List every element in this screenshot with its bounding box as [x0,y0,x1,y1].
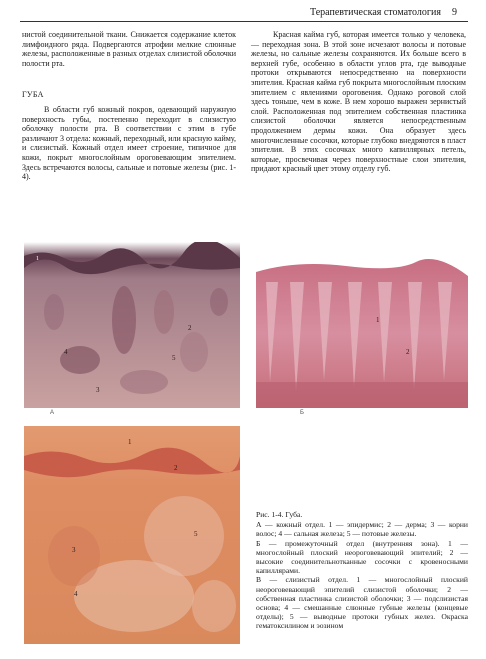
right-column [251,30,466,174]
marker-4: 4 [64,348,68,356]
marker-2: 2 [406,348,410,356]
caption-part-a: А — кожный отдел. 1 — эпидермис; 2 — дерма; 3 — корни волос; 4 — сальная железа; 5 — потовые железы. [256,520,468,539]
header-rule [20,21,468,22]
paragraph-red-border: Красная кайма губ, которая имеется только у человека, — переходная зона. В этой зоне исчезают волосы и потовые железы, но сальные железы сохраняются. Их больше всего в верхней губе, особенно в области углов рта, где выводные протоки открываются непосредственно на поверхности эпителия. Красная кайма губ покрыта многослойным плоским эпителием с явлениями ороговения. Однако роговой слой здесь тоньше, чем в коже. В нем хорошо выражен зернистый слой. Расположенная под эпителием собственная пластинка слизистой оболочки является непосредственным продолжением дермы кожи. Она образует здесь многочисленные сосочки, которые глубоко внедряются в пласт эпителия. В этих сосочках много капиллярных петель, которые, просвечивая через поверхностные слои эпителия, придают красный цвет этому отделу губ. [251,30,466,174]
marker-5: 5 [172,354,176,362]
histology-image-mucosa [24,426,240,644]
panel-a-label: А [50,410,55,416]
section-heading-guba: ГУБА [22,90,44,100]
figure-panel-a [24,242,240,408]
left-column [22,30,236,182]
panel-b-label: Б [300,410,304,416]
marker-1: 1 [128,438,132,446]
marker-3: 3 [96,386,100,394]
figure-panel-b [256,242,468,408]
running-title: Терапевтическая стоматология [310,7,441,18]
histology-image-intermediate [256,242,468,408]
marker-5: 5 [194,530,198,538]
paragraph-guba: В области губ кожный покров, одевающий наружную поверхность губы, постепенно переходит в слизистую оболочку полости рта. В соответствии с этим в губе различают 3 отдела: кожный, переходный, или красную кайму, и слизистый. Кожный отдел имеет строение, типичное для кожи, покрыт многослойным ороговевающим эпителием. Здесь встречаются волосы, сальные и потовые железы (рис. 1-4). [22,104,236,182]
caption-part-b: Б — промежуточный отдел (внутренняя зона). 1 — многослойный плоский неороговевающий эпителий; 2 — высокие соединительнотканные сосочки с кровеносными капиллярами. [256,538,468,576]
page-number: 9 [452,7,457,18]
marker-2: 2 [174,464,178,472]
caption-title: Рис. 1-4. Губа. [256,510,303,519]
figure-caption [256,510,468,631]
caption-part-v: В — слизистый отдел. 1 — многослойный плоский неороговевающий эпителий слизистой оболочки; 2 — собственная пластинка слизистой оболочки; 3 — подслизистая основа; 4 — смешанные слюнные губные железы (концевые отделы); 5 — выводные протоки губных желез. Окраска гематоксилином и эозином [256,575,468,631]
marker-1: 1 [36,256,39,262]
marker-2: 2 [188,324,192,332]
paragraph-continuation: нистой соединительной ткани. Снижается содержание клеток лимфоидного ряда. Подвергаются атрофии мелкие слюнные железы, расположенные в разных отделах слизистой оболочки полости рта. [22,30,236,68]
marker-4: 4 [74,590,78,598]
marker-1: 1 [376,316,380,324]
histology-image-skin [24,242,240,408]
running-header [0,6,486,20]
marker-3: 3 [72,546,76,554]
figure-panel-c [24,426,240,644]
